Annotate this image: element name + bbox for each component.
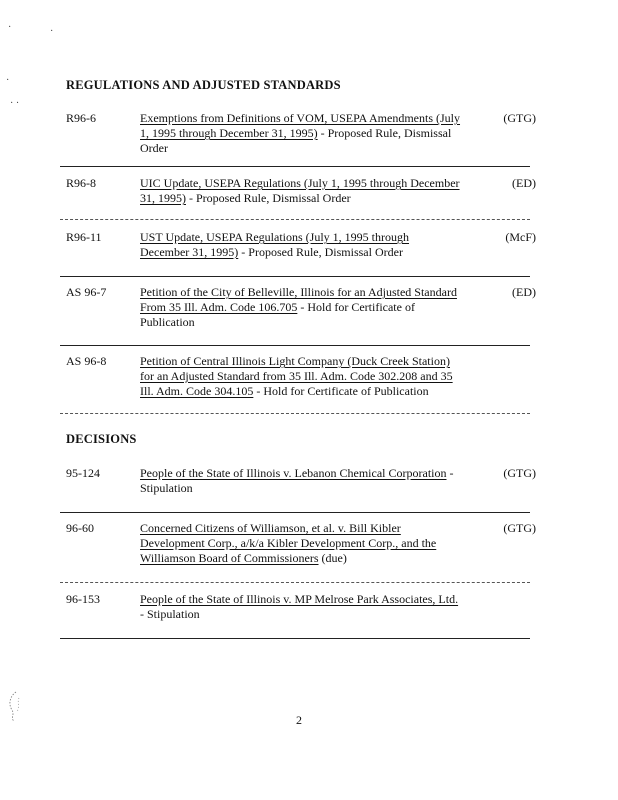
- docket-number: R96-11: [66, 230, 102, 244]
- case-title: Concerned Citizens of Williamson, et al. v. Bill Kibler Development Corp., a/k/a Kibler Development Corp., and the Williamson Board of Commissioners: [140, 521, 437, 565]
- docket-number: 96-153: [66, 592, 100, 606]
- case-status: - Proposed Rule, Dismissal Order: [186, 191, 351, 205]
- scan-speck: · ·: [10, 98, 20, 109]
- docket-number: AS 96-7: [66, 285, 107, 299]
- entry-divider: [60, 582, 530, 583]
- case-title: People of the State of Illinois v. MP Melrose Park Associates, Ltd.: [140, 592, 459, 606]
- docket-number: 95-124: [66, 466, 100, 480]
- assignee-initials: (ED): [512, 176, 536, 190]
- docket-number: AS 96-8: [66, 354, 107, 368]
- scan-speck: ·: [8, 22, 12, 33]
- entry-divider: [60, 413, 530, 414]
- assignee-initials: (GTG): [503, 521, 536, 535]
- docket-description: [140, 354, 460, 399]
- docket-description: [140, 230, 460, 260]
- assignee-initials: (GTG): [503, 111, 536, 125]
- assignee-initials: (GTG): [503, 466, 536, 480]
- case-status: - Hold for Certificate of Publication: [253, 384, 429, 398]
- scan-speck: ·: [50, 26, 54, 37]
- entry-divider: [60, 345, 530, 346]
- case-status: - Stipulation: [140, 607, 200, 621]
- case-status: - Proposed Rule, Dismissal Order: [238, 245, 403, 259]
- section-heading-regulations: REGULATIONS AND ADJUSTED STANDARDS: [66, 78, 341, 92]
- case-title: Petition of Central Illinois Light Company (Duck Creek Station) for an Adjusted Standard from 35 Ill. Adm. Code 302.208 and 35 Ill. Adm. Code 304.105: [140, 354, 453, 398]
- case-status: (due): [318, 551, 347, 565]
- scan-speck: ·: [6, 75, 10, 86]
- case-title: UST Update, USEPA Regulations (July 1, 1995 through December 31, 1995): [140, 230, 410, 259]
- docket-description: [140, 592, 460, 622]
- entry-divider: [60, 276, 530, 277]
- case-title: People of the State of Illinois v. Lebanon Chemical Corporation: [140, 466, 447, 480]
- case-status: - Hold for Certificate of Publication: [140, 300, 415, 329]
- docket-description: [140, 111, 460, 156]
- case-status: - Proposed Rule, Dismissal Order: [140, 126, 452, 155]
- case-title: Petition of the City of Belleville, Illinois for an Adjusted Standard From 35 Ill. Adm. Code 106.705: [140, 285, 457, 314]
- entry-divider: [60, 638, 530, 639]
- case-title: Exemptions from Definitions of VOM, USEPA Amendments (July 1, 1995 through December 31, 1995): [140, 111, 461, 140]
- docket-description: [140, 176, 460, 206]
- docket-description: [140, 285, 460, 330]
- assignee-initials: (ED): [512, 285, 536, 299]
- docket-number: R96-8: [66, 176, 96, 190]
- docket-description: [140, 466, 460, 496]
- section-heading-decisions: DECISIONS: [66, 432, 137, 446]
- case-status: - Stipulation: [140, 466, 454, 495]
- entry-divider: [60, 512, 530, 513]
- assignee-initials: (McF): [505, 230, 536, 244]
- page-number: 2: [296, 713, 302, 727]
- scan-mark-icon: [4, 690, 26, 724]
- case-title: UIC Update, USEPA Regulations (July 1, 1995 through December 31, 1995): [140, 176, 460, 205]
- docket-number: 96-60: [66, 521, 94, 535]
- docket-number: R96-6: [66, 111, 96, 125]
- docket-description: [140, 521, 460, 566]
- entry-divider: [60, 166, 530, 167]
- entry-divider: [60, 219, 530, 220]
